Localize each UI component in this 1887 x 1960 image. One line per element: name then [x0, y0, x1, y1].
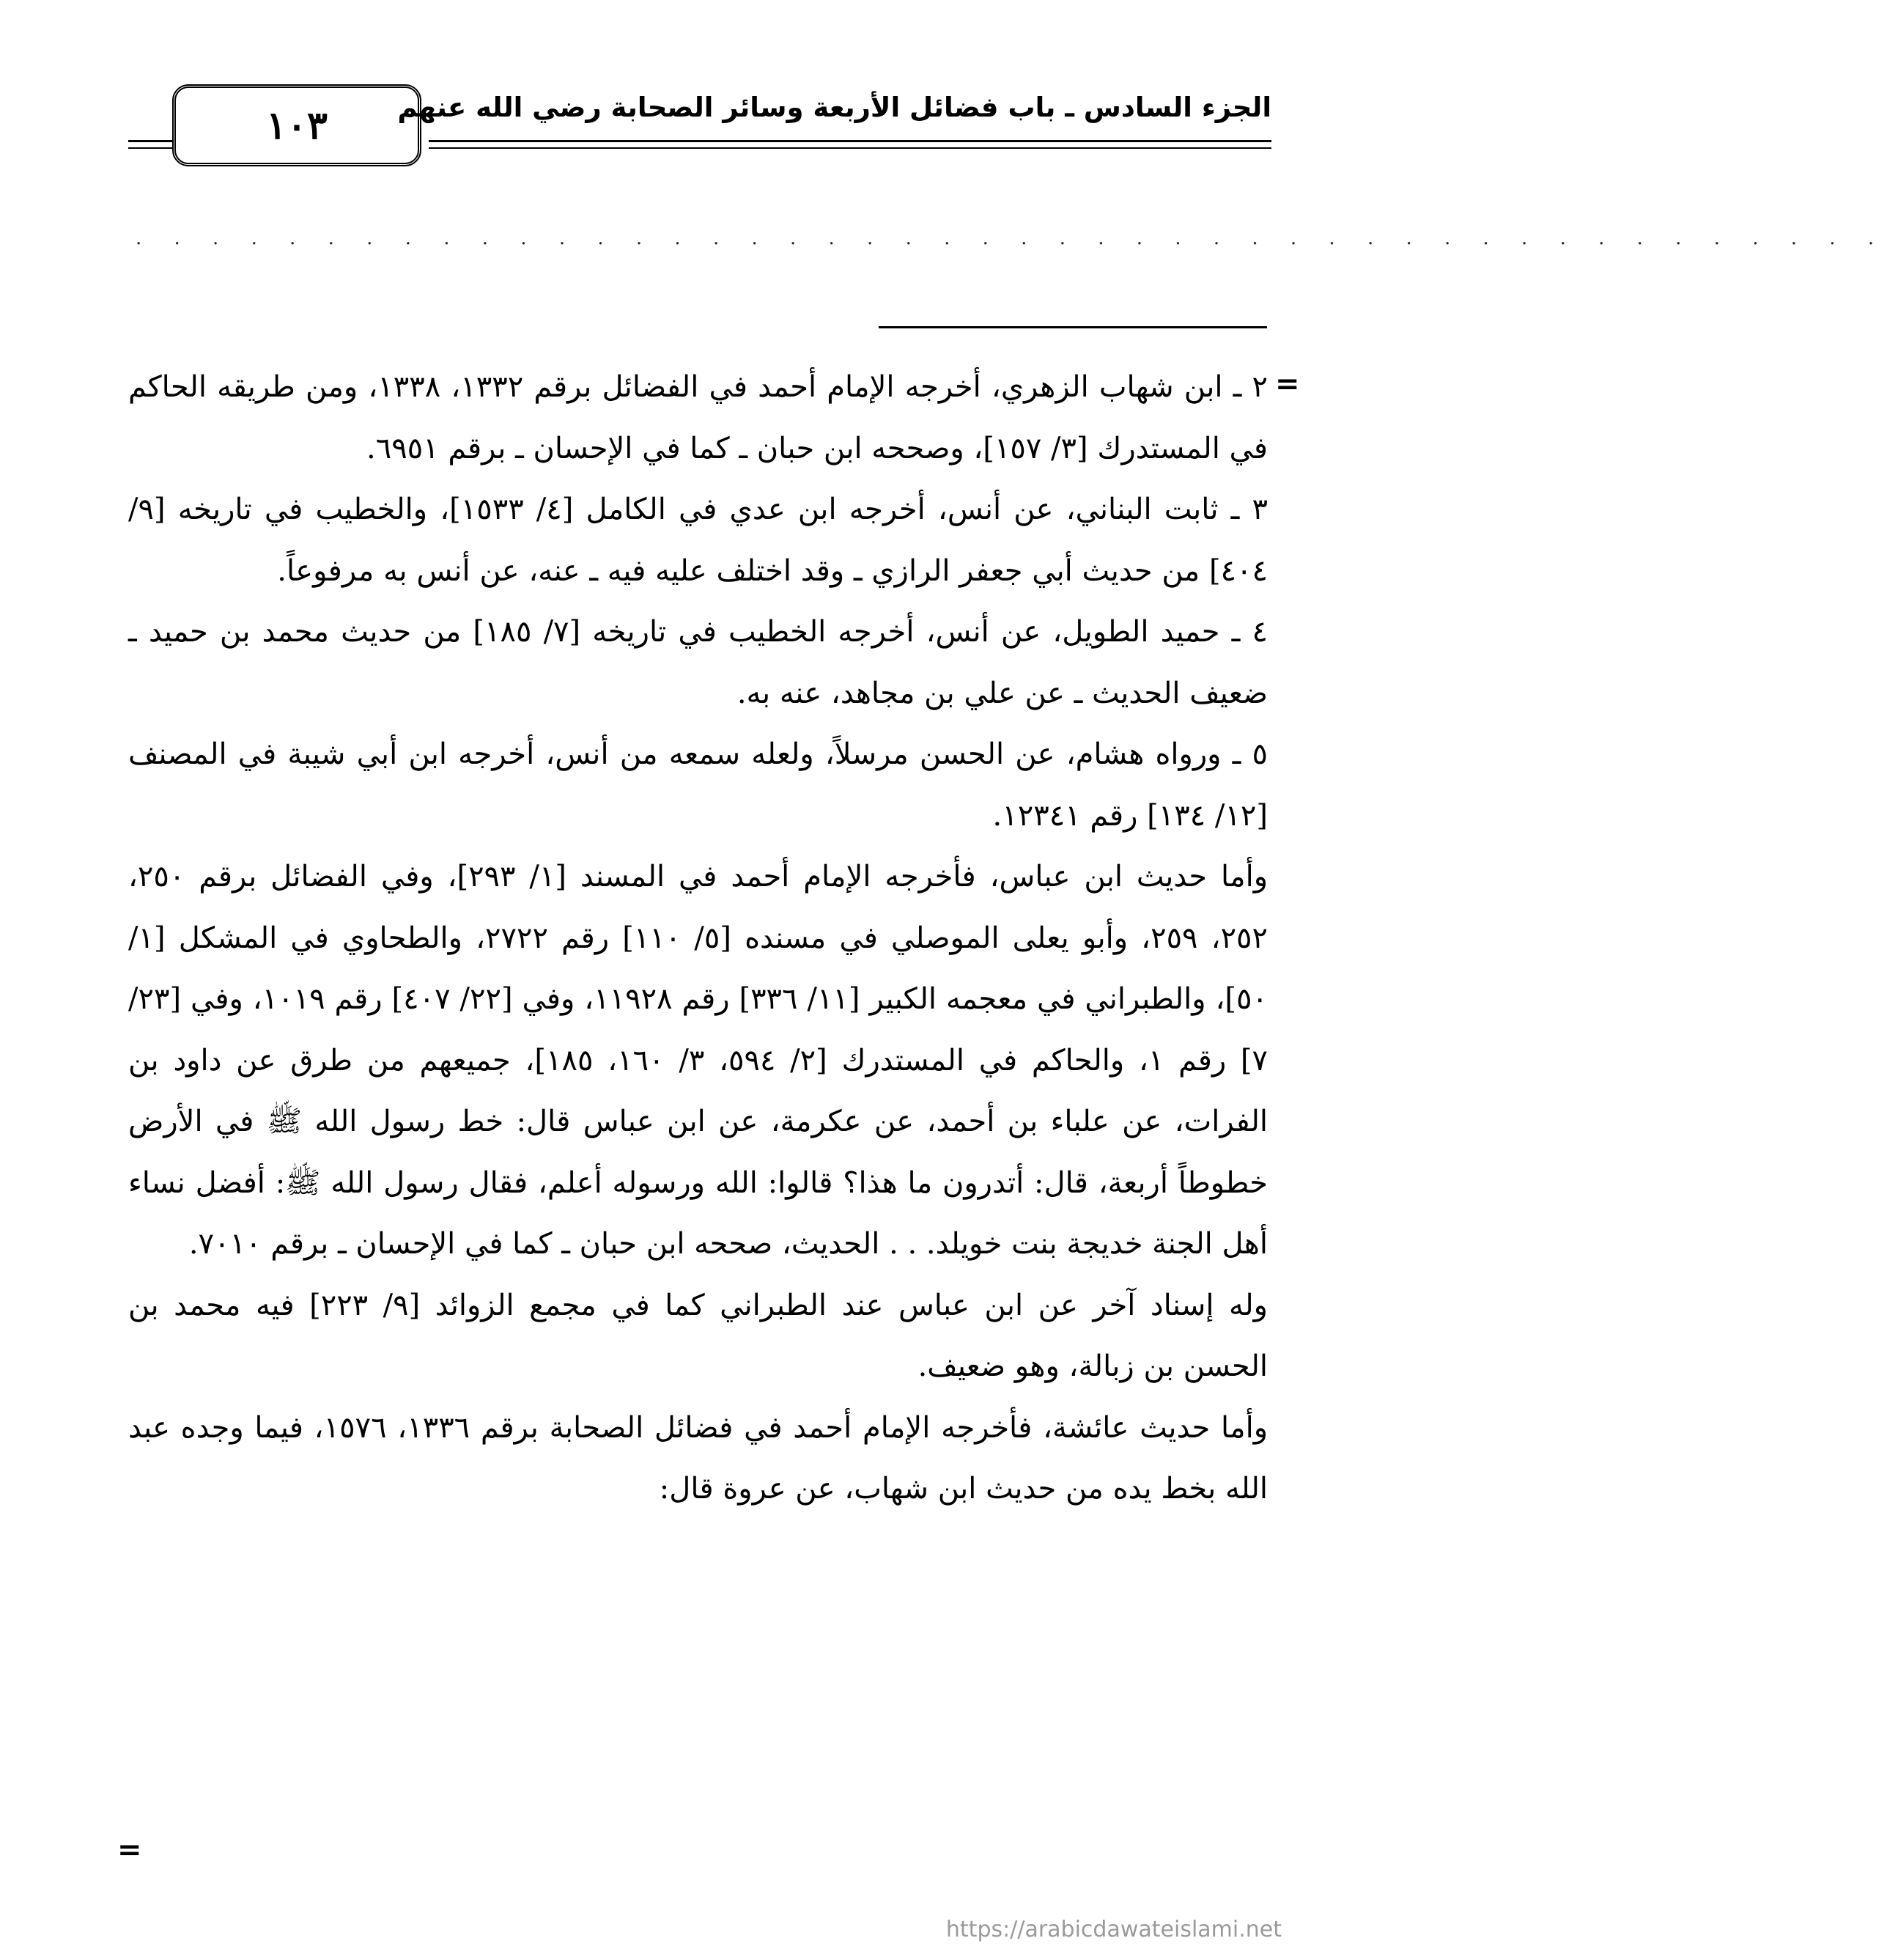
header-rule-upper	[429, 140, 1271, 142]
continuation-mark-top: =	[1275, 366, 1300, 401]
header-rule-lower	[429, 147, 1271, 149]
continuation-mark-bottom: =	[117, 1832, 142, 1867]
footnote-rule	[879, 326, 1267, 328]
footnote-paragraph-ibn-abbas-other: وله إسناد آخر عن ابن عباس عند الطبراني كما في مجمع الزوائد [٩/ ٢٢٣] فيه محمد بن الحسن بن زبالة، وهو ضعيف.	[128, 1288, 1268, 1383]
footnote-paragraph-aisha: وأما حديث عائشة، فأخرجه الإمام أحمد في فضائل الصحابة برقم ١٣٣٦، ١٥٧٦، فيما وجده عبد الله بخط يده من حديث ابن شهاب، عن عروة قال:	[128, 1410, 1269, 1506]
footnote-body	[128, 357, 1268, 1520]
watermark-url: https://arabicdawateislami.net	[945, 1917, 1282, 1942]
header-rule-left-upper	[128, 140, 172, 142]
footnote-paragraph-humaid: ٤ ـ حميد الطويل، عن أنس، أخرجه الخطيب في تاريخه [٧/ ١٨٥] من حديث محمد بن حميد ـ ضعيف الحديث ـ عن علي بن مجاهد، عنه به.	[128, 615, 1268, 710]
dotted-separator: . . . . . . . . . . . . . . . . . . . . . . . . . . . . . . . . . . . . . . . . . . . . . .	[136, 227, 1887, 249]
page-number-box	[172, 84, 421, 166]
page-header	[128, 84, 1271, 169]
running-title: الجزء السادس ـ باب فضائل الأربعة وسائر الصحابة رضي الله عنهم	[397, 92, 1271, 123]
page-number: ١٠٣	[266, 103, 328, 148]
footnote-paragraph-thabit: ٣ ـ ثابت البناني، عن أنس، أخرجه ابن عدي في الكامل [٤/ ١٥٣٣]، والخطيب في تاريخه [٩/ ٤٠٤] من حديث أبي جعفر الرازي ـ وقد اختلف عليه فيه ـ عنه، عن أنس به مرفوعاً.	[128, 493, 1269, 588]
header-rule-left-lower	[128, 147, 172, 149]
footnote-paragraph-hisham: ٥ ـ ورواه هشام، عن الحسن مرسلاً، ولعله سمعه من أنس، أخرجه ابن أبي شيبة في المصنف [١٢/ ١٣٤] رقم ١٢٣٤١.	[128, 737, 1268, 833]
footnote-paragraph-ibn-abbas: وأما حديث ابن عباس، فأخرجه الإمام أحمد في المسند [١/ ٢٩٣]، وفي الفضائل برقم ٢٥٠، ٢٥٢، ٢٥٩، وأبو يعلى الموصلي في مسنده [٥/ ١١٠] رقم ٢٧٢٢، والطحاوي في المشكل [١/ ٥٠]، والطبراني في معجمه الكبير [١١/ ٣٣٦] رقم ١١٩٢٨، وفي [٢٢/ ٤٠٧] رقم ١٠١٩، وفي [٢٣/ ٧] رقم ١، والحاكم في المستدرك [٢/ ٥٩٤، ٣/ ١٦٠، ١٨٥]، جميعهم من طرق عن داود بن الفرات، عن علباء بن أحمد، عن عكرمة، عن ابن عباس قال: خط رسول الله ﷺ في الأرض خطوطاً أربعة، قال: أتدرون ما هذا؟ قالوا: الله ورسوله أعلم، فقال رسول الله ﷺ: أفضل نساء أهل الجنة خديجة بنت خويلد. . . الحديث، صححه ابن حبان ـ كما في الإحسان ـ برقم ٧٠١٠.	[128, 860, 1269, 1261]
footnote-paragraph-zuhri: ٢ ـ ابن شهاب الزهري، أخرجه الإمام أحمد في الفضائل برقم ١٣٣٢، ١٣٣٨، ومن طريقه الحاكم في المستدرك [٣/ ١٥٧]، وصححه ابن حبان ـ كما في الإحسان ـ برقم ٦٩٥١.	[128, 370, 1269, 465]
